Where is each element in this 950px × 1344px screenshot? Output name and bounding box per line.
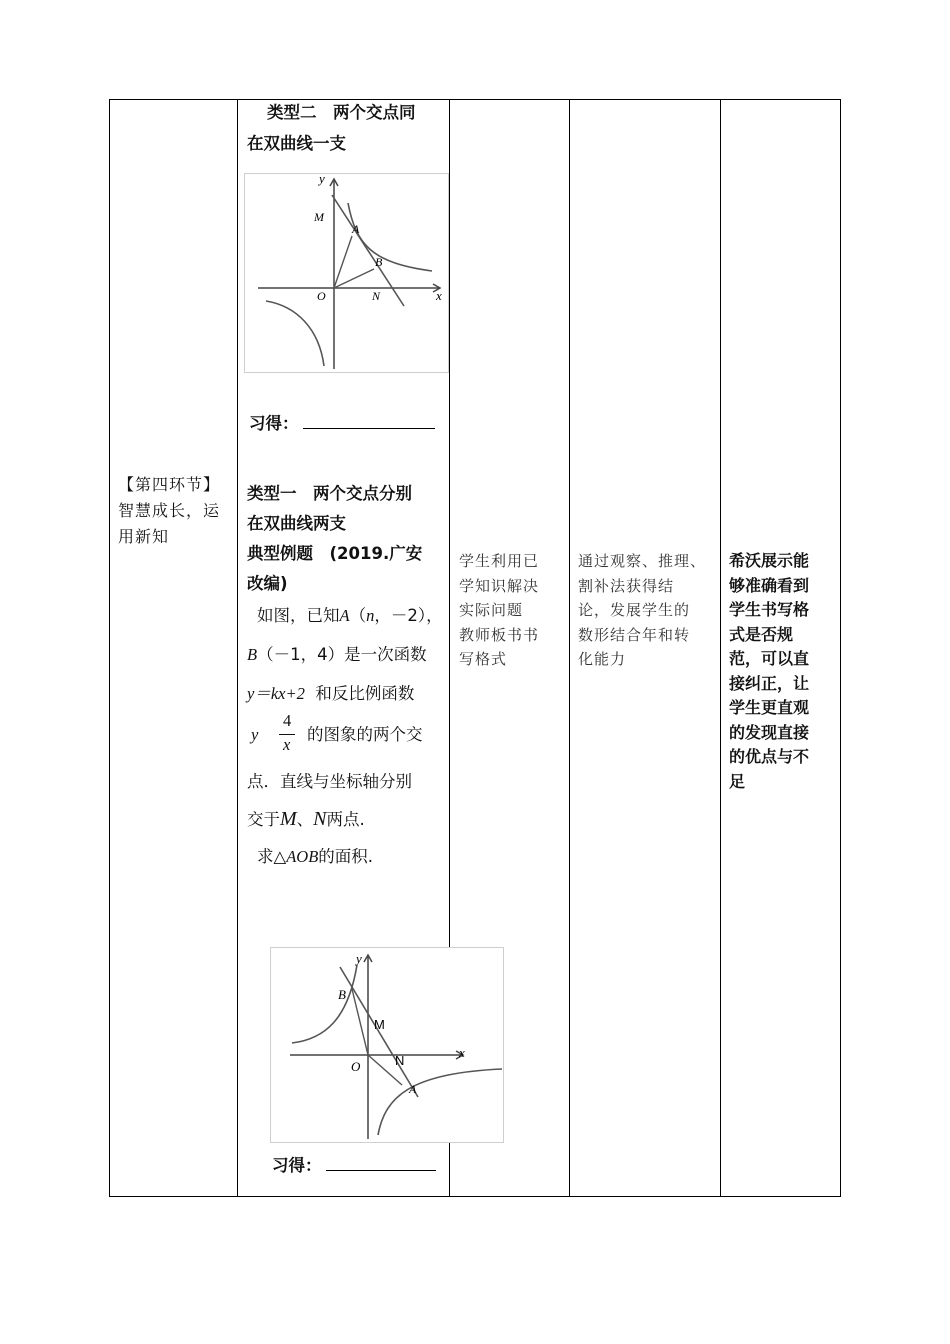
col5-line-6: 学生更直观 bbox=[729, 698, 810, 717]
table-bottom-border bbox=[109, 1196, 841, 1197]
fig2-label-a: A bbox=[409, 1082, 417, 1096]
col-border-1 bbox=[237, 99, 238, 1197]
type2-line-2: 在双曲线一支 bbox=[247, 134, 346, 153]
type1-line-2: 在双曲线两支 bbox=[247, 514, 346, 533]
fig1-label-x: x bbox=[436, 288, 442, 303]
coord-a-tail: ，－2）， bbox=[374, 606, 443, 625]
fig2-label-o: O bbox=[351, 1059, 361, 1074]
answer-blank-1[interactable] bbox=[303, 428, 435, 429]
col5-line-8: 的优点与不 bbox=[729, 747, 810, 766]
fig1-label-y: y bbox=[319, 173, 325, 186]
separator: 、 bbox=[296, 810, 314, 829]
problem-line-6 bbox=[247, 806, 447, 833]
col-border-4 bbox=[720, 99, 721, 1197]
figure-2-graph bbox=[270, 947, 504, 1143]
problem-line-5: 点．直线与坐标轴分别 bbox=[247, 772, 412, 791]
col3-line-4: 写格式 bbox=[459, 650, 508, 668]
fig2-label-n: N bbox=[395, 1053, 405, 1068]
col4-line-3: 数形结合年和转 bbox=[578, 625, 691, 644]
xide-label-2: 习得： bbox=[272, 1156, 322, 1175]
example-title-text: 典型例题 (2019.广安 bbox=[247, 544, 423, 563]
col3-line-2: 实际问题 bbox=[459, 601, 524, 619]
problem-text-1: 如图，已知 bbox=[257, 606, 340, 625]
table-top-border bbox=[109, 99, 841, 100]
col5-line-1: 够准确看到 bbox=[729, 575, 810, 595]
var-n: n bbox=[366, 606, 375, 625]
fig1-label-o: O bbox=[317, 289, 326, 303]
answer-line-1 bbox=[249, 410, 444, 437]
student-activity bbox=[459, 549, 567, 672]
fig1-label-a: A bbox=[352, 222, 360, 236]
type2-heading bbox=[247, 99, 447, 157]
xide-label-1: 习得： bbox=[249, 414, 299, 433]
type2-line-1: 类型二 两个交点同 bbox=[267, 103, 416, 122]
answer-line-2 bbox=[272, 1152, 447, 1179]
problem-text-3: 和反比例函数 bbox=[315, 684, 415, 703]
col4-line-1: 割补法获得结 bbox=[578, 576, 675, 595]
fig2-label-x: x bbox=[459, 1045, 465, 1060]
problem-line-4 bbox=[247, 711, 447, 757]
col5-line-4: 范，可以直 bbox=[729, 649, 810, 668]
fraction-numerator: 4 bbox=[283, 711, 292, 730]
col5-line-2: 学生书写格 bbox=[729, 600, 810, 619]
stage-subtitle-2: 用新知 bbox=[118, 527, 170, 546]
fig1-label-b: B bbox=[375, 255, 383, 269]
question-text-a: 求△ bbox=[257, 847, 287, 866]
stage-subtitle-1: 智慧成长，运 bbox=[118, 501, 221, 520]
triangle-aob: AOB bbox=[286, 847, 319, 866]
point-b: B bbox=[247, 645, 258, 664]
col5-line-5: 接纠正，让 bbox=[729, 673, 810, 693]
col3-line-0: 学生利用已 bbox=[459, 552, 540, 570]
point-n: N bbox=[313, 808, 327, 830]
fraction-denominator: x bbox=[283, 735, 291, 754]
type1-line-1: 类型一 两个交点分别 bbox=[247, 484, 412, 503]
design-intent bbox=[578, 549, 718, 672]
problem-line-1 bbox=[247, 602, 447, 629]
col3-line-1: 学知识解决 bbox=[459, 576, 540, 595]
col5-line-7: 的发现直接 bbox=[729, 722, 810, 742]
problem-line-2 bbox=[247, 641, 447, 668]
tech-usage bbox=[729, 549, 839, 794]
inverse-y: y bbox=[251, 725, 259, 744]
problem-line-3 bbox=[247, 680, 447, 707]
linear-function: y＝kx+2 bbox=[247, 684, 305, 703]
problem-text-2: （－1，4）是一次函数 bbox=[257, 645, 427, 664]
example-block bbox=[247, 480, 447, 870]
stage-title: 【第四环节】 bbox=[118, 475, 221, 494]
col-border-0 bbox=[109, 99, 110, 1197]
col5-line-9: 足 bbox=[729, 771, 746, 791]
col4-line-4: 化能力 bbox=[578, 650, 627, 668]
problem-text-6b: 两点. bbox=[326, 810, 365, 829]
paren-open: （ bbox=[349, 606, 367, 625]
problem-text-6a: 交于 bbox=[247, 810, 280, 829]
answer-blank-2[interactable] bbox=[326, 1170, 436, 1171]
problem-text-4: 的图象的两个交 bbox=[307, 725, 423, 744]
fig1-label-n: N bbox=[372, 289, 381, 303]
figure-1-graph bbox=[244, 173, 449, 373]
col4-line-2: 论，发展学生的 bbox=[578, 601, 691, 619]
point-m: M bbox=[280, 808, 297, 830]
fig2-label-b: B bbox=[338, 987, 346, 1002]
fig2-label-y: y bbox=[356, 951, 362, 966]
col3-line-3: 教师板书书 bbox=[459, 625, 540, 644]
question-line bbox=[247, 843, 447, 870]
question-text-b: 的面积. bbox=[318, 847, 374, 866]
col-border-3 bbox=[569, 99, 570, 1197]
example-title bbox=[247, 540, 447, 567]
col4-line-0: 通过观察、推理、 bbox=[578, 552, 707, 570]
col-border-5 bbox=[840, 99, 841, 1197]
col5-line-0: 希沃展示能 bbox=[729, 551, 810, 570]
example-title-2: 改编) bbox=[247, 574, 288, 593]
col5-line-3: 式是否规 bbox=[729, 624, 794, 644]
stage-label bbox=[118, 472, 236, 550]
fig1-label-m: M bbox=[314, 210, 324, 224]
fig2-label-m: M bbox=[374, 1017, 385, 1032]
point-a: A bbox=[339, 606, 350, 625]
